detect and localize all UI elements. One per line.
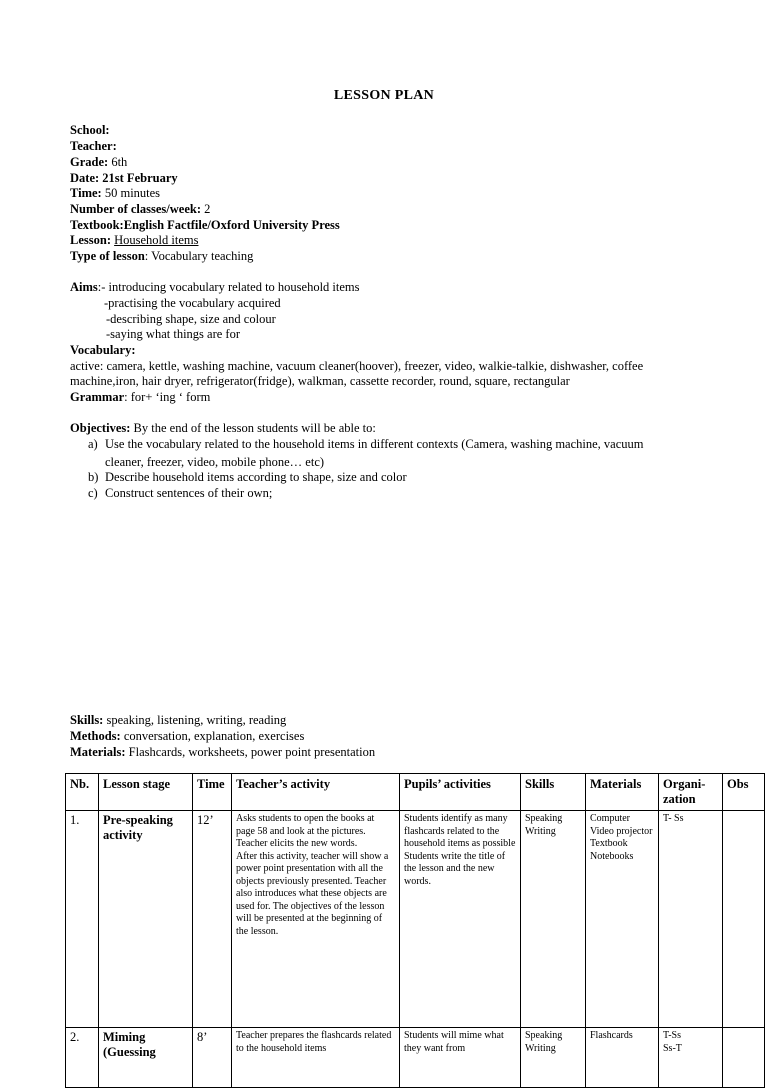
aims-first: :- introducing vocabulary related to household items [97, 280, 360, 294]
header-skills: Skills [521, 774, 586, 811]
header-materials: Materials [586, 774, 659, 811]
cell-stage: Pre-speaking activity [99, 811, 193, 1028]
header-nb: Nb. [66, 774, 99, 811]
type-label: Type of lesson [70, 249, 145, 263]
aims-item: -practising the vocabulary acquired [104, 296, 281, 310]
header-time: Time [193, 774, 232, 811]
type-line [70, 248, 253, 264]
vocabulary-active-line1: active: camera, kettle, washing machine, vacuum cleaner(hoover), freezer, video, walkie-talkie, dishwasher, coffee [70, 359, 644, 373]
header-obs: Obs [723, 774, 765, 811]
grammar-label: Grammar [70, 390, 125, 404]
aims-line [70, 279, 360, 295]
cell-organization: T-Ss Ss-T [659, 1028, 723, 1088]
cell-teacher: Asks students to open the books at page 58 and look at the pictures. Teacher elicits the new words. After this activity, teacher will show a power point presentation with all the objects previously presented. Teacher also introduces what these objects are used for. The objectives of the lesson will be presented at the beginning of the lesson. [232, 811, 400, 1028]
objective-marker: a) [88, 437, 98, 451]
header-teacher-activity: Teacher’s activity [232, 774, 400, 811]
cell-time: 12’ [193, 811, 232, 1028]
cell-nb: 1. [66, 811, 99, 1028]
header-organization: Organi-zation [659, 774, 723, 811]
aims-item: -saying what things are for [106, 327, 240, 341]
table-row [66, 1028, 765, 1088]
cell-skills: Speaking Writing [521, 1028, 586, 1088]
time-line [70, 185, 160, 201]
grade-line [70, 154, 127, 170]
cell-organization: T- Ss [659, 811, 723, 1028]
objective-marker: c) [88, 486, 98, 500]
skills-label: Skills: [70, 713, 104, 727]
table-header-row [66, 774, 765, 811]
materials-line [70, 744, 375, 760]
objectives-label: Objectives: [70, 421, 131, 435]
grade-value: 6th [108, 155, 128, 169]
objectives-line [70, 420, 376, 436]
header-lesson-stage: Lesson stage [99, 774, 193, 811]
skills-line [70, 712, 286, 728]
cell-obs [723, 1028, 765, 1088]
objective-text: Describe household items according to shape, size and color [105, 470, 407, 484]
cell-nb: 2. [66, 1028, 99, 1088]
classes-value: 2 [201, 202, 211, 216]
time-value: 50 minutes [101, 186, 161, 200]
cell-skills: Speaking Writing [521, 811, 586, 1028]
materials-value: Flashcards, worksheets, power point presentation [125, 745, 376, 759]
objective-text: Use the vocabulary related to the household items in different contexts (Camera, washing machine, vacuum [105, 437, 644, 451]
cell-materials: Flashcards [586, 1028, 659, 1088]
grammar-line [70, 389, 210, 405]
aims-item: -describing shape, size and colour [106, 312, 276, 326]
cell-pupils: Students will mime what they want from [400, 1028, 521, 1088]
classes-line [70, 201, 210, 217]
grammar-value: : for+ ‘ing ‘ form [124, 390, 211, 404]
cell-time: 8’ [193, 1028, 232, 1088]
time-label: Time: [70, 186, 102, 200]
school-label: School: [70, 123, 110, 137]
date-line: Date: 21st February [70, 171, 178, 185]
type-value: : Vocabulary teaching [144, 249, 254, 263]
cell-obs [723, 811, 765, 1028]
aims-label: Aims [70, 280, 98, 294]
cell-pupils: Students identify as many flashcards related to the household items as possible Students write the title of the lesson and the new words. [400, 811, 521, 1028]
objective-text: cleaner, freezer, video, mobile phone… etc) [105, 455, 325, 469]
methods-label: Methods: [70, 729, 121, 743]
methods-line [70, 728, 304, 744]
skills-value: speaking, listening, writing, reading [103, 713, 287, 727]
lesson-line [70, 232, 198, 248]
classes-label: Number of classes/week: [70, 202, 201, 216]
cell-materials: Computer Video projector Textbook Notebooks [586, 811, 659, 1028]
table-row [66, 811, 765, 1028]
methods-value: conversation, explanation, exercises [120, 729, 305, 743]
vocabulary-active-line2: machine,iron, hair dryer, refrigerator(fridge), walkman, cassette recorder, round, square, rectangular [70, 374, 570, 388]
teacher-label: Teacher: [70, 139, 117, 153]
textbook-line: Textbook:English Factfile/Oxford University Press [70, 218, 340, 232]
cell-teacher: Teacher prepares the flashcards related to the household items [232, 1028, 400, 1088]
objectives-intro: By the end of the lesson students will be able to: [130, 421, 376, 435]
materials-label: Materials: [70, 745, 126, 759]
grade-label: Grade: [70, 155, 109, 169]
vocabulary-label: Vocabulary: [70, 343, 136, 357]
header-pupils-activities: Pupils’ activities [400, 774, 521, 811]
cell-stage: Miming (Guessing [99, 1028, 193, 1088]
objective-marker: b) [88, 470, 99, 484]
lesson-value: Household items [114, 233, 199, 247]
lesson-label: Lesson: [70, 233, 111, 247]
objective-text: Construct sentences of their own; [105, 486, 273, 500]
lesson-table [65, 773, 765, 1088]
document-title: LESSON PLAN [333, 88, 435, 103]
